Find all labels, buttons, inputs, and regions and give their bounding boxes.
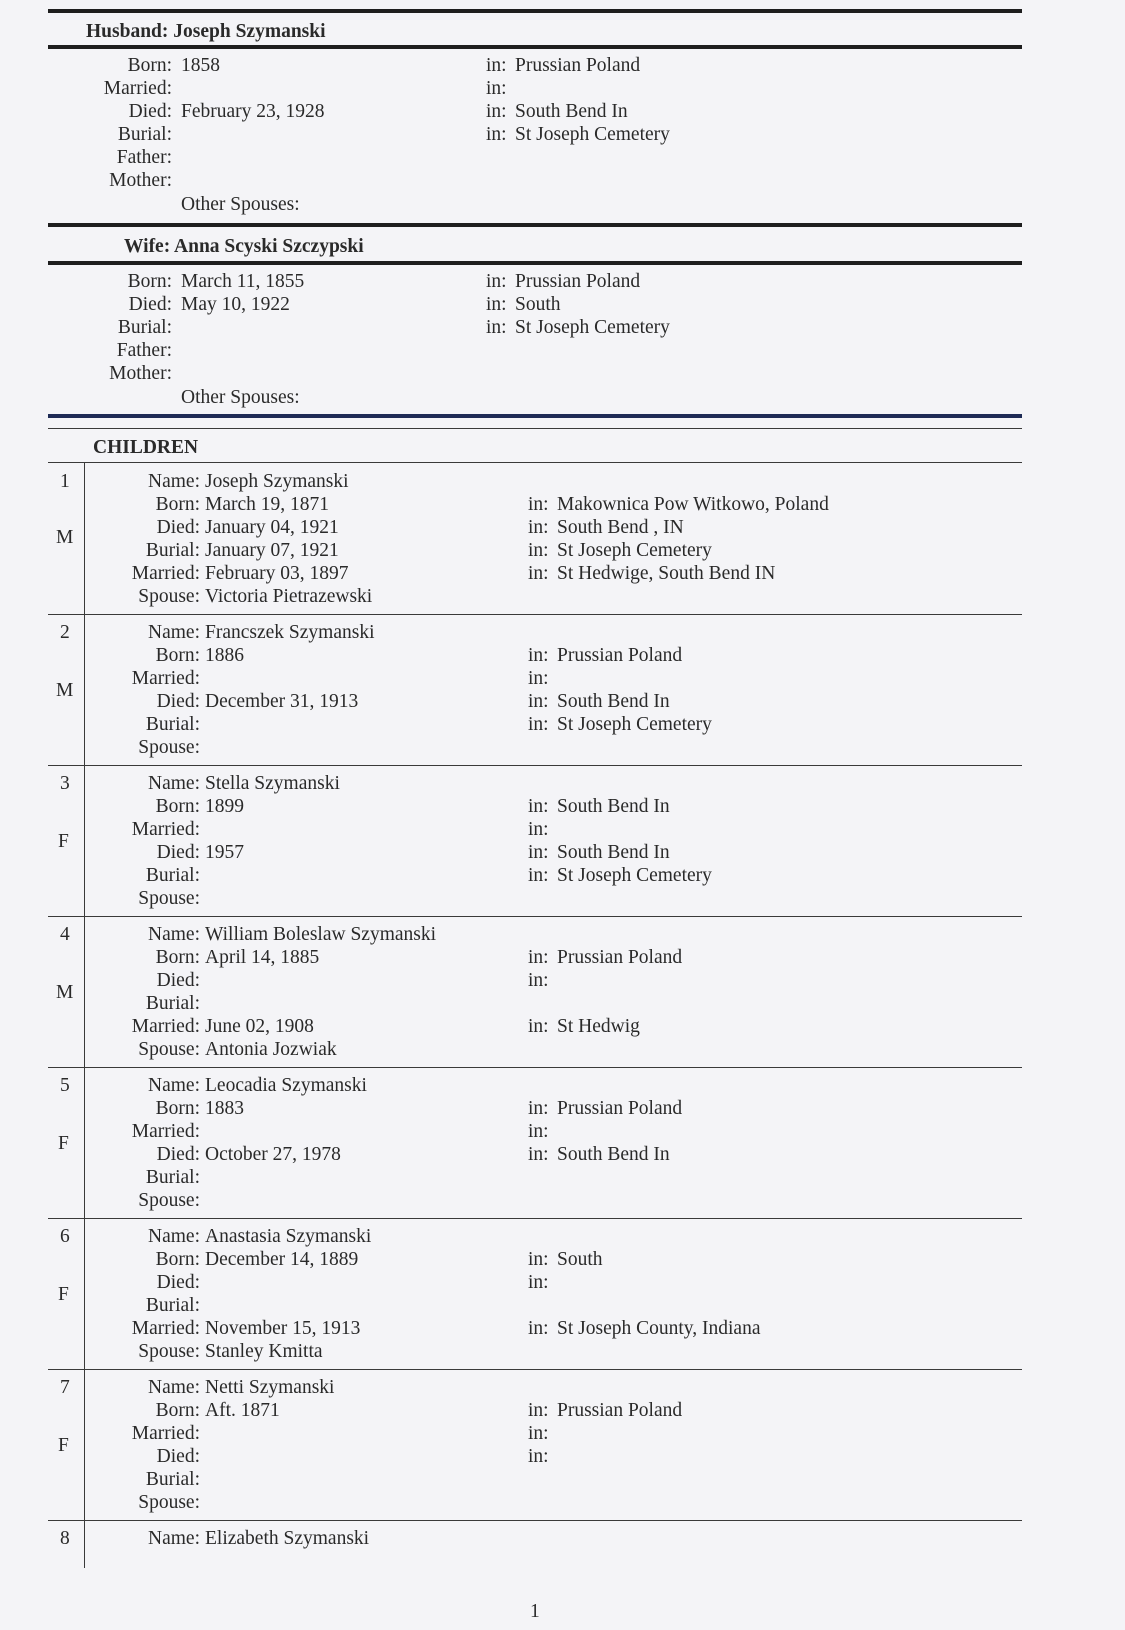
place-value: South Bend In	[515, 101, 628, 122]
field-value: June 02, 1908	[205, 1016, 314, 1037]
child-block	[0, 619, 1125, 764]
child-row	[0, 667, 1125, 690]
rule-husband	[48, 45, 1022, 49]
wife-row	[0, 270, 1125, 293]
place-value: South Bend , IN	[557, 517, 684, 538]
field-label: Spouse:	[138, 1039, 200, 1060]
child-row	[0, 1445, 1125, 1468]
husband-heading-label: Husband:	[86, 21, 169, 42]
in-label: in:	[528, 796, 549, 817]
child-number: 7	[60, 1377, 70, 1398]
place-value: South Bend In	[557, 691, 670, 712]
field-label: Name:	[148, 1075, 200, 1096]
wife-row	[0, 339, 1125, 362]
field-label: Married:	[103, 78, 172, 99]
in-label: in:	[528, 1144, 549, 1165]
field-label: Burial:	[145, 993, 200, 1014]
child-row	[0, 621, 1125, 644]
field-label: Mother:	[109, 170, 172, 191]
place-value: St Hedwige, South Bend IN	[557, 563, 776, 584]
child-block	[0, 468, 1125, 613]
husband-row	[0, 100, 1125, 123]
child-row	[0, 644, 1125, 667]
husband-heading	[86, 20, 326, 44]
place-value: Prussian Poland	[515, 271, 641, 292]
child-row	[0, 1376, 1125, 1399]
place-value: South Bend In	[557, 1144, 670, 1165]
child-row	[0, 1399, 1125, 1422]
child-row	[0, 1015, 1125, 1038]
field-label: Spouse:	[138, 1341, 200, 1362]
in-label: in:	[528, 494, 549, 515]
field-value: February 23, 1928	[181, 101, 325, 122]
field-value: Francszek Szymanski	[205, 622, 375, 643]
field-label: Born:	[155, 1400, 200, 1421]
in-label: in:	[528, 540, 549, 561]
place-value: St Joseph Cemetery	[515, 124, 670, 145]
place-value: St Joseph Cemetery	[515, 317, 670, 338]
in-label: in:	[528, 563, 549, 584]
field-value: 1883	[205, 1098, 244, 1119]
field-label: Born:	[155, 645, 200, 666]
in-label: in:	[528, 1121, 549, 1142]
place-value: South Bend In	[557, 842, 670, 863]
child-row	[0, 818, 1125, 841]
in-label: in:	[528, 645, 549, 666]
wife-row	[0, 293, 1125, 316]
place-value: South Bend In	[557, 796, 670, 817]
in-label: in:	[528, 1272, 549, 1293]
in-label: in:	[528, 1318, 549, 1339]
field-label: Born:	[127, 271, 172, 292]
child-sex: M	[56, 982, 74, 1003]
field-label: Father:	[116, 147, 172, 168]
in-label: in:	[486, 101, 507, 122]
husband-other-spouses: Other Spouses:	[181, 194, 300, 215]
child-divider	[48, 1369, 1022, 1370]
place-value: St Joseph Cemetery	[557, 714, 712, 735]
child-row	[0, 946, 1125, 969]
child-row	[0, 713, 1125, 736]
field-label: Burial:	[145, 714, 200, 735]
child-sex: M	[56, 527, 74, 548]
in-label: in:	[486, 124, 507, 145]
field-value: January 07, 1921	[205, 540, 339, 561]
field-label: Died:	[156, 842, 200, 863]
in-label: in:	[528, 970, 549, 991]
field-value: Elizabeth Szymanski	[205, 1528, 370, 1549]
field-label: Name:	[148, 1226, 200, 1247]
field-value: 1957	[205, 842, 244, 863]
field-label: Burial:	[145, 540, 200, 561]
child-row	[0, 772, 1125, 795]
child-block	[0, 921, 1125, 1066]
field-value: Netti Szymanski	[205, 1377, 335, 1398]
in-label: in:	[528, 842, 549, 863]
field-label: Died:	[156, 970, 200, 991]
child-number: 5	[60, 1075, 70, 1096]
child-sex: F	[58, 1435, 69, 1456]
field-label: Died:	[156, 1446, 200, 1467]
place-value: St Joseph County, Indiana	[557, 1318, 761, 1339]
child-number: 4	[60, 924, 70, 945]
child-row	[0, 516, 1125, 539]
field-value: May 10, 1922	[181, 294, 290, 315]
field-label: Burial:	[145, 865, 200, 886]
field-label: Died:	[156, 691, 200, 712]
child-block	[0, 770, 1125, 915]
field-label: Died:	[156, 1272, 200, 1293]
wife-row	[0, 362, 1125, 385]
field-label: Burial:	[145, 1295, 200, 1316]
husband-name: Joseph Szymanski	[173, 21, 326, 42]
field-label: Born:	[155, 1098, 200, 1119]
child-row	[0, 1340, 1125, 1363]
field-label: Died:	[156, 1144, 200, 1165]
child-row	[0, 1527, 1125, 1550]
field-label: Born:	[155, 947, 200, 968]
in-label: in:	[528, 947, 549, 968]
field-label: Spouse:	[138, 737, 200, 758]
child-sex: F	[58, 1284, 69, 1305]
place-value: Prussian Poland	[557, 1400, 683, 1421]
in-label: in:	[486, 294, 507, 315]
child-row	[0, 1097, 1125, 1120]
field-value: 1858	[181, 55, 220, 76]
child-sex: F	[58, 831, 69, 852]
place-value: Prussian Poland	[515, 55, 641, 76]
field-value: William Boleslaw Szymanski	[205, 924, 437, 945]
child-row	[0, 1225, 1125, 1248]
field-label: Name:	[148, 924, 200, 945]
child-row	[0, 923, 1125, 946]
place-value: Prussian Poland	[557, 645, 683, 666]
rule-top	[48, 9, 1022, 13]
children-heading: CHILDREN	[93, 437, 199, 458]
field-label: Father:	[116, 340, 172, 361]
field-value: Leocadia Szymanski	[205, 1075, 367, 1096]
in-label: in:	[528, 1446, 549, 1467]
child-row	[0, 1038, 1125, 1061]
child-row	[0, 1143, 1125, 1166]
in-label: in:	[486, 78, 507, 99]
field-value: December 31, 1913	[205, 691, 359, 712]
rule-children-top	[48, 414, 1022, 418]
field-value: October 27, 1978	[205, 1144, 341, 1165]
child-block	[0, 1374, 1125, 1519]
field-label: Spouse:	[138, 586, 200, 607]
field-label: Married:	[131, 668, 200, 689]
rule-wife-top	[48, 223, 1022, 227]
field-value: December 14, 1889	[205, 1249, 359, 1270]
field-label: Name:	[148, 1377, 200, 1398]
field-label: Married:	[131, 819, 200, 840]
field-value: Victoria Pietrazewski	[205, 586, 373, 607]
child-divider	[48, 1520, 1022, 1521]
wife-row	[0, 316, 1125, 339]
in-label: in:	[528, 1249, 549, 1270]
place-value: Prussian Poland	[557, 1098, 683, 1119]
field-label: Name:	[148, 622, 200, 643]
field-value: 1886	[205, 645, 244, 666]
field-label: Spouse:	[138, 1492, 200, 1513]
in-label: in:	[486, 271, 507, 292]
child-row	[0, 1271, 1125, 1294]
child-row	[0, 690, 1125, 713]
child-sex: F	[58, 1133, 69, 1154]
husband-row	[0, 146, 1125, 169]
field-label: Died:	[156, 517, 200, 538]
field-value: April 14, 1885	[205, 947, 320, 968]
wife-heading	[124, 235, 364, 259]
field-label: Married:	[131, 1423, 200, 1444]
field-label: Died:	[128, 101, 172, 122]
field-value: Anastasia Szymanski	[205, 1226, 372, 1247]
field-label: Married:	[131, 563, 200, 584]
field-value: March 11, 1855	[181, 271, 305, 292]
child-row	[0, 841, 1125, 864]
field-label: Born:	[155, 494, 200, 515]
field-label: Name:	[148, 1528, 200, 1549]
field-label: Died:	[128, 294, 172, 315]
child-row	[0, 470, 1125, 493]
rule-children-header	[48, 462, 1022, 463]
field-value: Stella Szymanski	[205, 773, 340, 794]
field-label: Married:	[131, 1318, 200, 1339]
place-value: Prussian Poland	[557, 947, 683, 968]
child-row	[0, 1491, 1125, 1514]
field-value: March 19, 1871	[205, 494, 330, 515]
field-label: Name:	[148, 471, 200, 492]
child-row	[0, 1166, 1125, 1189]
husband-row	[0, 77, 1125, 100]
field-label: Spouse:	[138, 1190, 200, 1211]
child-row	[0, 795, 1125, 818]
child-divider	[48, 765, 1022, 766]
child-divider	[48, 1218, 1022, 1219]
in-label: in:	[528, 1016, 549, 1037]
wife-name: Anna Scyski Szczypski	[174, 236, 364, 257]
child-row	[0, 1422, 1125, 1445]
in-label: in:	[528, 819, 549, 840]
field-label: Spouse:	[138, 888, 200, 909]
field-value: Aft. 1871	[205, 1400, 280, 1421]
child-row	[0, 992, 1125, 1015]
child-number: 3	[60, 773, 70, 794]
child-row	[0, 864, 1125, 887]
rule-children-thin	[48, 428, 1022, 429]
field-label: Married:	[131, 1121, 200, 1142]
rule-wife	[48, 261, 1022, 265]
field-label: Married:	[131, 1016, 200, 1037]
child-row	[0, 493, 1125, 516]
wife-heading-label: Wife:	[124, 236, 171, 257]
field-label: Born:	[155, 796, 200, 817]
wife-block	[0, 270, 1125, 410]
child-block	[0, 1223, 1125, 1368]
child-row	[0, 1189, 1125, 1212]
child-row	[0, 1074, 1125, 1097]
in-label: in:	[528, 517, 549, 538]
field-label: Born:	[127, 55, 172, 76]
child-number: 8	[60, 1528, 70, 1549]
child-row	[0, 969, 1125, 992]
place-value: St Joseph Cemetery	[557, 865, 712, 886]
child-row	[0, 1317, 1125, 1340]
child-block	[0, 1072, 1125, 1217]
field-value: January 04, 1921	[205, 517, 339, 538]
field-label: Burial:	[117, 124, 172, 145]
child-row	[0, 736, 1125, 759]
child-divider	[48, 1067, 1022, 1068]
child-row	[0, 1120, 1125, 1143]
in-label: in:	[528, 1400, 549, 1421]
field-value: Stanley Kmitta	[205, 1341, 323, 1362]
page-number: 1	[530, 1601, 540, 1622]
field-label: Burial:	[145, 1167, 200, 1188]
child-row	[0, 1294, 1125, 1317]
place-value: St Hedwig	[557, 1016, 640, 1037]
child-divider	[48, 916, 1022, 917]
child-row	[0, 1248, 1125, 1271]
field-value: Joseph Szymanski	[205, 471, 349, 492]
field-value: 1899	[205, 796, 244, 817]
child-divider	[48, 614, 1022, 615]
in-label: in:	[528, 1423, 549, 1444]
child-number: 1	[60, 471, 70, 492]
place-value: Makownica Pow Witkowo, Poland	[557, 494, 829, 515]
in-label: in:	[528, 1098, 549, 1119]
husband-row	[0, 123, 1125, 146]
in-label: in:	[528, 714, 549, 735]
field-label: Born:	[155, 1249, 200, 1270]
husband-row	[0, 54, 1125, 77]
child-row	[0, 1468, 1125, 1491]
child-row	[0, 585, 1125, 608]
child-row	[0, 539, 1125, 562]
field-label: Burial:	[145, 1469, 200, 1490]
field-label: Burial:	[117, 317, 172, 338]
child-row	[0, 562, 1125, 585]
in-label: in:	[486, 55, 507, 76]
place-value: South	[557, 1249, 603, 1270]
wife-other-spouses: Other Spouses:	[181, 387, 300, 408]
in-label: in:	[528, 865, 549, 886]
field-value: Antonia Jozwiak	[205, 1039, 337, 1060]
field-label: Name:	[148, 773, 200, 794]
field-value: November 15, 1913	[205, 1318, 361, 1339]
husband-row	[0, 169, 1125, 192]
place-value: South	[515, 294, 561, 315]
child-number: 2	[60, 622, 70, 643]
child-number: 6	[60, 1226, 70, 1247]
field-label: Mother:	[109, 363, 172, 384]
in-label: in:	[528, 691, 549, 712]
child-block	[0, 1525, 1125, 1565]
child-row	[0, 887, 1125, 910]
place-value: St Joseph Cemetery	[557, 540, 712, 561]
field-value: February 03, 1897	[205, 563, 349, 584]
husband-block	[0, 54, 1125, 214]
in-label: in:	[486, 317, 507, 338]
child-sex: M	[56, 680, 74, 701]
in-label: in:	[528, 668, 549, 689]
